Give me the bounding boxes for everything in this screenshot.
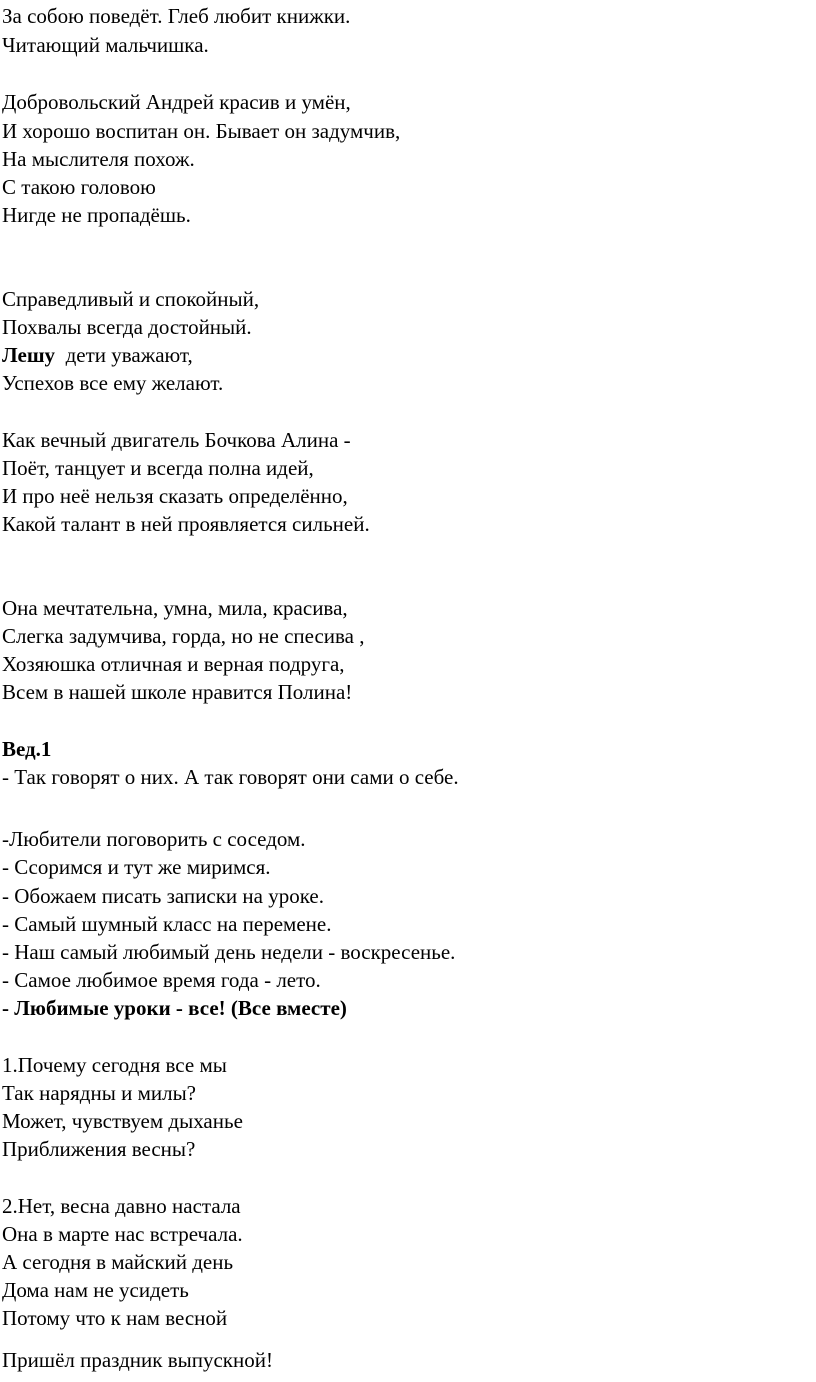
text-line: И хорошо воспитан он. Бывает он задумчив, xyxy=(2,119,401,143)
text-line: Дома нам не усидеть xyxy=(2,1278,189,1302)
text-line: Читающий мальчишка. xyxy=(2,33,209,57)
text-line: Пришёл праздник выпускной! xyxy=(2,1348,273,1372)
text-line: - Наш самый любимый день недели - воскресенье. xyxy=(2,940,456,964)
text-line: Добровольский Андрей красив и умён, xyxy=(2,90,351,114)
text-line: Справедливый и спокойный, xyxy=(2,287,260,311)
text-line: Приближения весны? xyxy=(2,1137,196,1161)
text-line: Похвалы всегда достойный. xyxy=(2,315,252,339)
text-line: Как вечный двигатель Бочкова Алина - xyxy=(2,428,351,452)
text-line: Всем в нашей школе нравится Полина! xyxy=(2,680,353,704)
text-line: Слегка задумчива, горда, но не спесива , xyxy=(2,624,365,648)
text-line: - Ссоримся и тут же миримся. xyxy=(2,855,271,879)
text-line: Она мечтательна, умна, мила, красива, xyxy=(2,596,348,620)
text-line: 2.Нет, весна давно настала xyxy=(2,1194,241,1218)
text-line-bold: - Любимые уроки - все! (Все вместе) xyxy=(2,996,347,1020)
text-line: Так нарядны и милы? xyxy=(2,1081,197,1105)
text-line: Она в марте нас встречала. xyxy=(2,1222,243,1246)
text-line: И про неё нельзя сказать определённо, xyxy=(2,484,348,508)
text-line: - Самый шумный класс на перемене. xyxy=(2,912,332,936)
text-line: 1.Почему сегодня все мы xyxy=(2,1053,227,1077)
text-line: Успехов все ему желают. xyxy=(2,371,224,395)
text-line: На мыслителя похож. xyxy=(2,147,195,171)
speaker-label: Вед.1 xyxy=(2,737,52,761)
text-line: - Самое любимое время года - лето. xyxy=(2,968,321,992)
text-line: А сегодня в майский день xyxy=(2,1250,234,1274)
text-line: Может, чувствуем дыханье xyxy=(2,1109,243,1133)
bold-name: Лешу xyxy=(2,343,56,367)
text-line: За собою поведёт. Глеб любит книжки. xyxy=(2,4,351,28)
text-line: Какой талант в ней проявляется сильней. xyxy=(2,512,370,536)
text-line: - Так говорят о них. А так говорят они сами о себе. xyxy=(2,765,459,789)
text-line: С такою головою xyxy=(2,175,156,199)
text-line: Лешу дети уважают, xyxy=(2,343,193,367)
text-line: Нигде не пропадёшь. xyxy=(2,203,191,227)
text-line: -Любители поговорить с соседом. xyxy=(2,827,306,851)
text-line: - Обожаем писать записки на уроке. xyxy=(2,884,324,908)
text-line: Хозяюшка отличная и верная подруга, xyxy=(2,652,345,676)
text-line: Поёт, танцует и всегда полна идей, xyxy=(2,456,314,480)
text-line: Потому что к нам весной xyxy=(2,1306,228,1330)
